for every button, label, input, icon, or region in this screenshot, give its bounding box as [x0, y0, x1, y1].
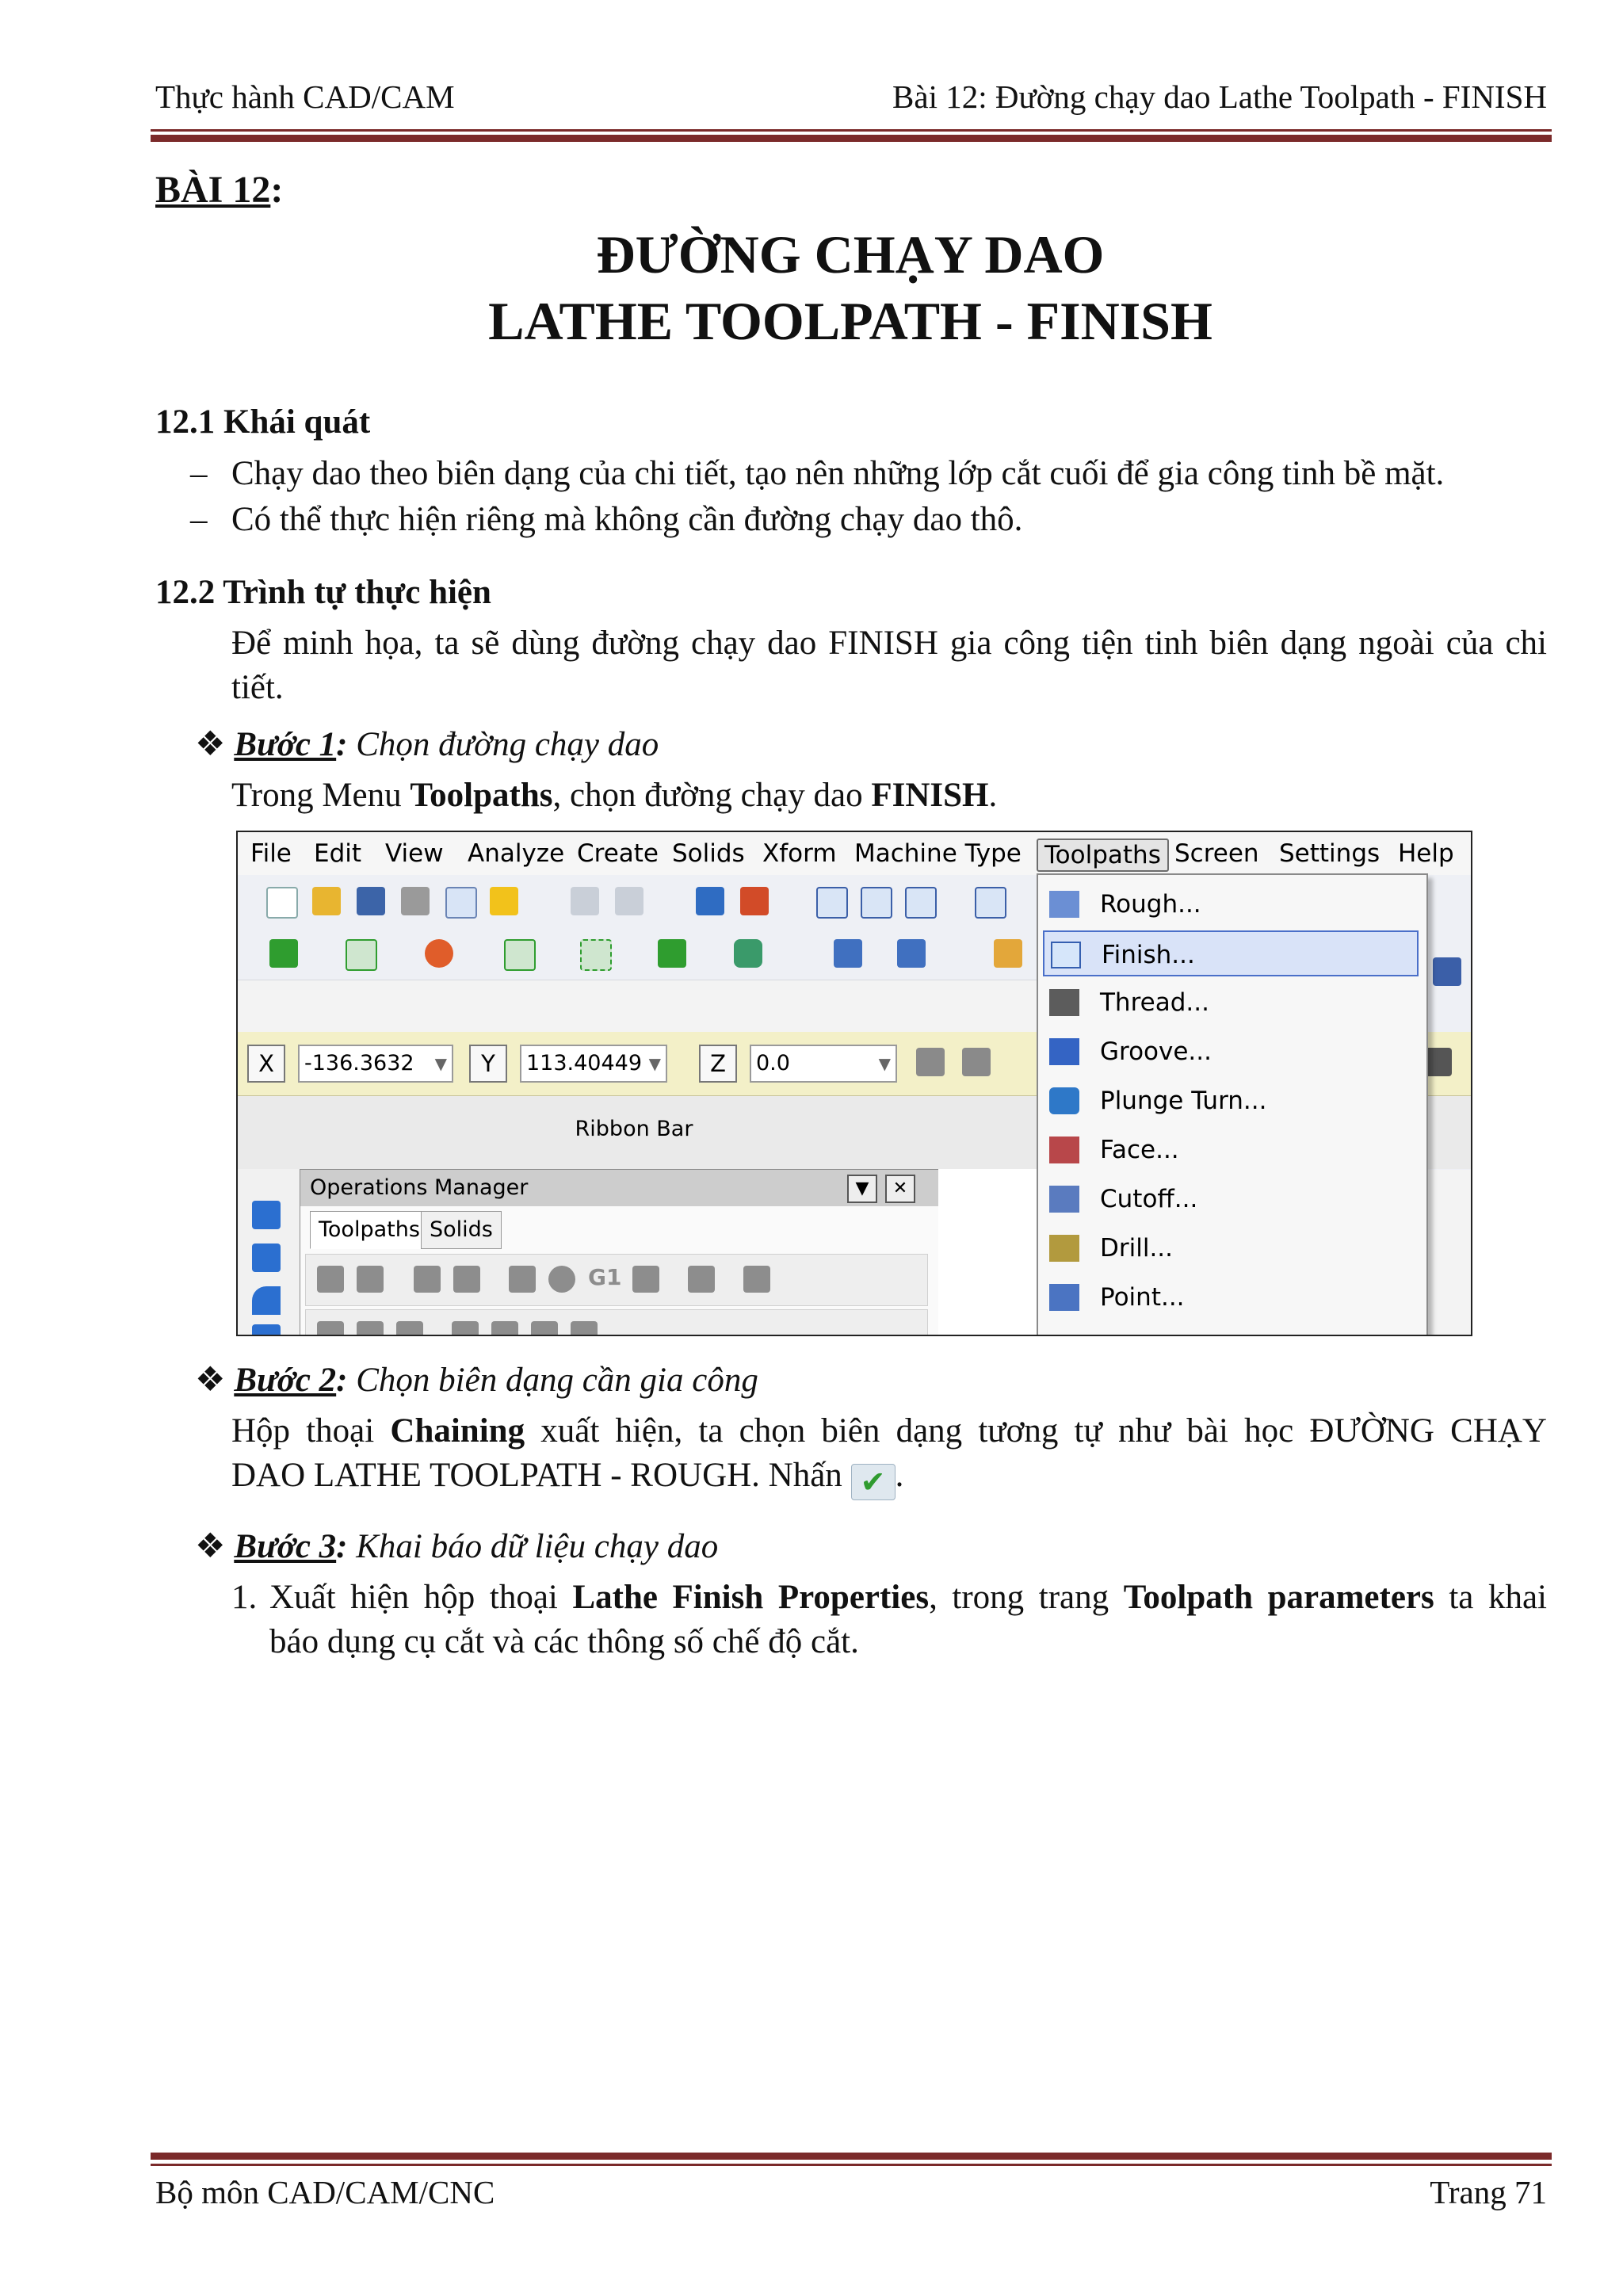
bullet-text: Có thể thực hiện riêng mà không cần đường chạy dao thô. [231, 501, 1023, 538]
lock-icon[interactable] [317, 1321, 344, 1336]
save-icon[interactable] [357, 887, 385, 915]
menu-item-face[interactable]: Face... [1043, 1127, 1419, 1173]
zoom-fit-icon[interactable] [861, 887, 892, 919]
section-heading-12-2: 12.2 Trình tự thực hiện [155, 574, 491, 611]
groove-icon [1049, 1038, 1079, 1065]
print-icon[interactable] [401, 887, 430, 915]
step1-text: Trong Menu Toolpaths, chọn đường chạy dao FINISH. [231, 777, 998, 814]
tab-solids[interactable]: Solids [421, 1211, 502, 1249]
toolpaths-dropdown-menu [1037, 873, 1428, 1336]
move-up-icon[interactable] [491, 1321, 518, 1336]
solid-icon[interactable] [734, 939, 762, 968]
print-preview-icon[interactable] [445, 887, 477, 919]
header-rule-thick [151, 135, 1552, 142]
menu-item-drill[interactable]: Drill... [1043, 1225, 1419, 1271]
toggle-display-icon[interactable] [357, 1321, 384, 1336]
ops-sidebar [238, 1169, 300, 1335]
zoom-target-icon[interactable] [905, 887, 937, 919]
operations-manager-titlebar [300, 1170, 939, 1206]
menu-item-thread[interactable]: Thread... [1043, 980, 1419, 1026]
menu-file[interactable]: File [250, 839, 292, 868]
diamond-bullet-icon: ❖ [195, 726, 226, 763]
menu-create[interactable]: Create [577, 839, 659, 868]
menu-screen[interactable]: Screen [1174, 839, 1259, 868]
menu-item-groove[interactable]: Groove... [1043, 1029, 1419, 1075]
diamond-bullet-icon: ❖ [195, 1362, 226, 1399]
circle-create-icon[interactable] [425, 939, 453, 968]
menu-edit[interactable]: Edit [314, 839, 362, 868]
arrow-down-icon[interactable] [252, 1324, 281, 1336]
chevron-down-icon: ▼ [648, 1054, 661, 1073]
step2-heading: ❖ Bước 2: Chọn biên dạng cần gia công [195, 1362, 758, 1399]
y-lock-button[interactable]: Y [469, 1045, 507, 1083]
cutoff-icon [1049, 1186, 1079, 1213]
footer-page-number: Trang 71 [1430, 2174, 1547, 2210]
line-create-icon[interactable] [346, 939, 377, 971]
step3-line2: báo dụng cụ cắt và các thông số chế độ cắt. [269, 1623, 859, 1660]
menu-item-cutoff[interactable]: Cutoff... [1043, 1176, 1419, 1222]
autocursor-settings-icon[interactable] [962, 1048, 991, 1076]
open-folder-icon[interactable] [312, 887, 341, 915]
menu-item-point[interactable]: Point... [1043, 1274, 1419, 1320]
footer-left: Bộ môn CAD/CAM/CNC [155, 2174, 495, 2210]
chevron-down-icon: ▼ [878, 1054, 891, 1073]
step1-heading: ❖ Bước 1: Chọn đường chạy dao [195, 726, 659, 763]
header-right: Bài 12: Đường chạy dao Lathe Toolpath - FINISH [892, 78, 1547, 115]
mastercam-screenshot [236, 831, 1472, 1336]
z-lock-button[interactable]: Z [699, 1045, 737, 1083]
operations-manager-title: Operations Manager [310, 1175, 529, 1200]
menu-xform[interactable]: Xform [762, 839, 837, 868]
help-icon[interactable] [743, 1266, 770, 1293]
thread-icon [1049, 989, 1079, 1016]
menu-settings[interactable]: Settings [1279, 839, 1381, 868]
x-lock-button[interactable]: X [247, 1045, 285, 1083]
menu-item-plunge-turn[interactable]: Plunge Turn... [1043, 1078, 1419, 1124]
step2-line1: Hộp thoại Chaining xuất hiện, ta chọn biên dạng tương tự như bài học ĐƯỜNG CHẠY [231, 1412, 1547, 1450]
drill-icon [1049, 1235, 1079, 1262]
step3-item-number: 1. [231, 1579, 258, 1616]
rough-icon [1049, 891, 1079, 918]
z-coordinate-field[interactable]: 0.0 ▼ [750, 1045, 897, 1083]
bullet-text: Chạy dao theo biên dạng của chi tiết, tạo nên những lớp cắt cuối để gia công tinh bề mặt. [231, 455, 1445, 492]
chamfer-icon[interactable] [658, 939, 686, 968]
footer-rule-thin [151, 2164, 1552, 2166]
lesson-title-line2: LATHE TOOLPATH - FINISH [488, 291, 1212, 351]
lesson-label: BÀI 12: [155, 169, 284, 211]
high-speed-icon[interactable] [632, 1266, 659, 1293]
backplot-icon[interactable] [509, 1266, 536, 1293]
fast-point-icon[interactable] [916, 1048, 945, 1076]
bullet-dash: – [190, 455, 208, 492]
rotate-icon[interactable] [252, 1244, 281, 1272]
insert-arrow-icon[interactable] [531, 1321, 558, 1336]
intro-line1: Để minh họa, ta sẽ dùng đường chạy dao FINISH gia công tiện tinh biên dạng ngoài của chi [231, 625, 1547, 662]
analyze-icon[interactable] [897, 939, 926, 968]
post-toggle-icon[interactable] [396, 1321, 423, 1336]
pan-icon[interactable] [696, 887, 724, 915]
bullet-dash: – [190, 501, 208, 538]
verify-icon[interactable] [548, 1266, 575, 1293]
step2-line2: DAO LATHE TOOLPATH - ROUGH. Nhấn ✔ . [231, 1457, 904, 1499]
ribbon-bar-label: Ribbon Bar [575, 1117, 693, 1141]
delete-icon[interactable] [688, 1266, 715, 1293]
select-all-icon[interactable] [317, 1266, 344, 1293]
section-heading-12-1: 12.1 Khái quát [155, 403, 371, 441]
select-failed-icon[interactable] [357, 1266, 384, 1293]
regenerate-dirty-icon[interactable] [453, 1266, 480, 1293]
step3-line1: Xuất hiện hộp thoại Lathe Finish Properties, trong trang Toolpath parameters ta khai [269, 1579, 1547, 1616]
chevron-down-icon: ▼ [434, 1054, 447, 1073]
point-toolpath-icon [1049, 1284, 1079, 1311]
header-rule-thin [151, 129, 1552, 132]
finish-icon [1051, 942, 1081, 968]
plunge-turn-icon [1049, 1087, 1079, 1114]
transform-icon[interactable] [834, 939, 862, 968]
header-left: Thực hành CAD/CAM [155, 78, 455, 115]
step3-heading: ❖ Bước 3: Khai báo dữ liệu chạy dao [195, 1528, 719, 1565]
x-coordinate-field[interactable]: -136.3632 ▼ [298, 1045, 453, 1083]
footer-rule-thick [151, 2153, 1552, 2160]
ops-toolbar-2 [305, 1309, 928, 1336]
ok-checkmark-icon: ✔ [851, 1464, 896, 1500]
rectangle-create-icon[interactable] [504, 939, 536, 971]
post-g1-icon[interactable]: G1 [588, 1264, 622, 1290]
chevron-down-icon[interactable]: ▼ [847, 1175, 877, 1203]
menu-analyze[interactable]: Analyze [468, 839, 565, 868]
repaint-icon[interactable] [740, 887, 769, 915]
redo-icon[interactable] [615, 887, 643, 915]
close-icon[interactable]: ✕ [885, 1175, 915, 1203]
intro-line2: tiết. [231, 669, 284, 706]
lesson-title-line1: ĐƯỜNG CHẠY DAO [596, 224, 1105, 285]
y-coordinate-field[interactable]: 113.40449 ▼ [520, 1045, 667, 1083]
menu-item-rough[interactable]: Rough... [1043, 881, 1419, 927]
menu-help[interactable]: Help [1398, 839, 1454, 868]
operations-manager [300, 1169, 940, 1336]
menu-bar [238, 832, 1471, 876]
tab-toolpaths[interactable]: Toolpaths [310, 1211, 429, 1249]
zoom-window-icon[interactable] [816, 887, 848, 919]
regenerate-icon[interactable] [414, 1266, 441, 1293]
new-file-icon[interactable] [266, 887, 298, 919]
filter-icon[interactable] [490, 887, 518, 915]
menu-item-finish[interactable]: Finish... [1043, 930, 1419, 976]
move-down-icon[interactable] [452, 1321, 479, 1336]
fillet-icon[interactable] [580, 939, 612, 971]
diamond-bullet-icon: ❖ [195, 1528, 226, 1565]
arc-icon[interactable] [252, 1286, 281, 1315]
menu-solids[interactable]: Solids [672, 839, 745, 868]
menu-toolpaths[interactable]: Toolpaths [1037, 839, 1169, 872]
unzoom-icon[interactable] [975, 887, 1006, 919]
menu-view[interactable]: View [385, 839, 444, 868]
grid-icon[interactable] [1433, 957, 1461, 986]
undo-icon[interactable] [571, 887, 599, 915]
scroll-icon[interactable] [571, 1321, 598, 1336]
ops-toolbar-1 [305, 1254, 928, 1306]
arrow-up-icon[interactable] [252, 1201, 281, 1229]
menu-machine-type[interactable]: Machine Type [854, 839, 1022, 868]
views-icon[interactable] [994, 939, 1022, 968]
face-icon [1049, 1137, 1079, 1163]
point-create-icon[interactable] [269, 939, 298, 968]
